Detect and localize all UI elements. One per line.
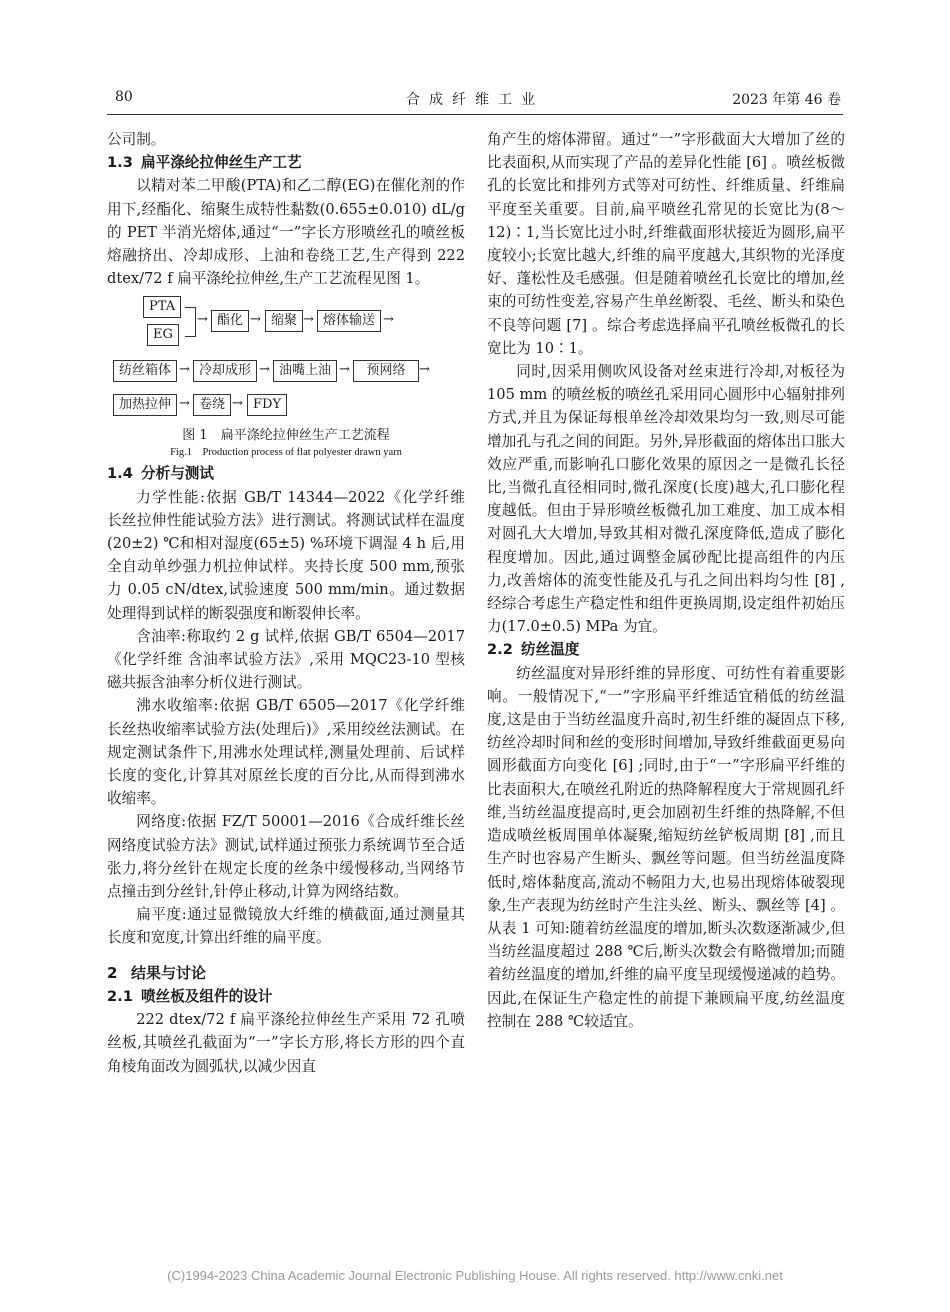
flow-box-fdy: FDY bbox=[247, 394, 287, 416]
flow-box-eg: EG bbox=[147, 324, 179, 346]
flow-box-pre-network: 预网络 bbox=[353, 360, 419, 382]
copyright-footer: (C)1994-2023 China Academic Journal Electronic Publishing House. All rights reserved. http://www.cnki.net bbox=[167, 1268, 783, 1283]
flow-bracket bbox=[185, 307, 196, 337]
paragraph: 公司制。 bbox=[107, 131, 166, 148]
paragraph: 力学性能:依据 GB/T 14344—2022《化学纤维 长丝拉伸性能试验方法》进行测试。将测试试样在温度(20±2) ℃和相对湿度(65±5) %环境下调湿 4 h 后,用全自动单纱强力机拉伸试样。夹持长度 500 mm,预张力 0.05 cN/dtex,试验速度 500 mm/min。通过数据处理得到试样的断裂强度和断裂伸长率。 bbox=[107, 488, 465, 622]
paragraph: 同时,因采用侧吹风设备对丝束进行冷却,对板径为 105 mm 的喷丝板的喷丝孔采用同心圆形中心辐射排列方式,并且为保证每根单丝冷却效果均匀一致,则尽可能增加孔与孔之间的间距。另外,异形截面的熔体出口胀大效应严重,而影响孔口膨化效果的原因之一是微孔长径比,当微孔直径相同时,微孔深度(长度)越大,孔口膨化程度越低。但由于异形喷丝板微孔加工难度、加工成本相对圆孔大大增加,导致其相对微孔深度降低,造成了膨化程度增加。因此,通过调整金属砂配比提高组件的内压力,改善熔体的流变性能及孔与孔之间出料均匀性 [8] ,经综合考虑生产稳定性和组件更换周期,设定组件初始压力(17.0±0.5) MPa 为宜。 bbox=[487, 363, 845, 636]
paragraph: 以精对苯二甲酸(PTA)和乙二醇(EG)在催化剂的作用下,经酯化、缩聚生成特性黏数(0.655±0.010) dL/g 的 PET 半消光熔体,通过“一”字长方形喷丝孔的喷丝板熔融挤出、冷却成形、上油和卷绕工艺,生产得到 222 dtex/72 f 扁平涤纶拉伸丝,生产工艺流程见图 1。 bbox=[107, 177, 465, 288]
flow-arrow: → bbox=[383, 312, 394, 328]
process-flow-diagram bbox=[107, 290, 465, 444]
paragraph: 含油率:称取约 2 g 试样,依据 GB/T 6504—2017《化学纤维 含油率试验方法》,采用 MQC23-10 型核磁共振含油率分析仪进行测试。 bbox=[107, 627, 465, 692]
left-column bbox=[107, 128, 465, 1078]
flow-arrow: → bbox=[259, 362, 270, 378]
flow-box-heat-draw: 加热拉伸 bbox=[113, 394, 177, 416]
flow-box-cooling: 冷却成形 bbox=[193, 360, 257, 382]
section-heading-2-2: 2.2 纺丝温度 bbox=[487, 641, 580, 659]
paragraph: 沸水收缩率:依据 GB/T 6505—2017《化学纤维 长丝热收缩率试验方法(处理后)》,采用绞丝法测试。在规定测试条件下,用沸水处理试样,测量处理前、后试样长度的变化,计算其对原丝长度的百分比,从而得到沸水收缩率。 bbox=[107, 697, 465, 808]
paragraph: 网络度:依据 FZ/T 50001—2016《合成纤维长丝网络度试验方法》测试,试样通过预张力系统调节至合适张力,将分丝针在规定长度的丝条中缓慢移动,当网络节点撞击到分丝针,针停止移动,计算为网络结数。 bbox=[107, 813, 465, 901]
section-heading-1-3: 1.3 扁平涤纶拉伸丝生产工艺 bbox=[107, 154, 302, 172]
journal-title: 合成纤维工业 bbox=[406, 92, 544, 108]
section-heading-1-4: 1.4 分析与测试 bbox=[107, 465, 214, 483]
flow-box-polycondensation: 缩聚 bbox=[265, 310, 303, 332]
section-heading-2: 2 结果与讨论 bbox=[107, 963, 207, 982]
figure-caption-en: Fig.1 Production process of flat polyester drawn yarn bbox=[170, 447, 402, 459]
paragraph: 角产生的熔体滞留。通过“一”字形截面大大增加了丝的比表面积,从而实现了产品的差异化性能 [6] 。喷丝板微孔的长宽比和排列方式等对可纺性、纤维质量、纤维扁平度至关重要。目前,扁平喷丝孔常见的长宽比为(8～12)∶1,当长宽比过小时,纤维截面形状接近为圆形,扁平度较小;长宽比越大,纤维的扁平度越大,其织物的光泽度好、蓬松性及毛感强。但是随着喷丝孔长宽比的增加,丝束的可纺性变差,容易产生单丝断裂、毛丝、断头和染色不良等问题 [7] 。综合考虑选择扁平孔喷丝板微孔的长宽比为 10∶1。 bbox=[487, 131, 845, 357]
flow-box-winding: 卷绕 bbox=[193, 394, 231, 416]
volume-info: 2023 年第 46 卷 bbox=[732, 92, 841, 108]
flow-box-spin-box: 纺丝箱体 bbox=[113, 360, 177, 382]
flow-arrow: → bbox=[419, 362, 430, 378]
flow-arrow: → bbox=[303, 312, 314, 328]
flow-arrow: → bbox=[179, 362, 190, 378]
flow-box-oiling: 油嘴上油 bbox=[273, 360, 337, 382]
flow-box-pta: PTA bbox=[143, 296, 181, 318]
flow-arrow: → bbox=[197, 312, 208, 328]
paragraph: 222 dtex/72 f 扁平涤纶拉伸丝生产采用 72 孔喷丝板,其喷丝孔截面为“一”字长方形,将长方形的四个直角棱角面改为圆弧状,以减少因直 bbox=[107, 1011, 465, 1075]
page-number: 80 bbox=[115, 89, 133, 105]
flow-arrow: → bbox=[179, 396, 190, 412]
page-header bbox=[107, 86, 843, 115]
figure-caption-cn: 图 1 扁平涤纶拉伸丝生产工艺流程 bbox=[182, 428, 390, 444]
flow-arrow: → bbox=[339, 362, 350, 378]
flow-box-esterification: 酯化 bbox=[211, 310, 249, 332]
flow-arrow: → bbox=[232, 396, 243, 412]
flow-arrow: → bbox=[250, 312, 261, 328]
right-column bbox=[487, 128, 845, 1033]
section-heading-2-1: 2.1 喷丝板及组件的设计 bbox=[107, 987, 273, 1005]
flow-box-melt-transport: 熔体输送 bbox=[317, 310, 381, 332]
paragraph: 扁平度:通过显微镜放大纤维的横截面,通过测量其长度和宽度,计算出纤维的扁平度。 bbox=[107, 906, 465, 947]
paragraph: 纺丝温度对异形纤维的异形度、可纺性有着重要影响。一般情况下,“一”字形扁平纤维适宜稍低的纺丝温度,这是由于当纺丝温度升高时,初生纤维的凝固点下移,纺丝冷却时间和丝的变形时间增加,导致纤维截面更易向圆形截面方向变化 [6] ;同时,由于“一”字形扁平纤维的比表面积大,在喷丝孔附近的热降解程度大于常规圆孔纤维,当纺丝温度提高时,更会加剧初生纤维的热降解,不但造成喷丝板周围单体凝聚,缩短纺丝铲板周期 [8] ,而且生产时也容易产生断头、飘丝等问题。但当纺丝温度降低时,熔体黏度高,流动不畅阻力大,也易出现熔体破裂现象,生产表现为纺丝时产生注头丝、断头、飘丝等 [4] 。从表 1 可知:随着纺丝温度的增加,断头次数逐渐减少,但当纺丝温度超过 288 ℃后,断头次数会有略微增加;而随着纺丝温度的增加,纤维的扁平度呈现缓慢递减的趋势。因此,在保证生产稳定性的前提下兼顾扁平度,纺丝温度控制在 288 ℃较适宜。 bbox=[487, 664, 845, 1030]
